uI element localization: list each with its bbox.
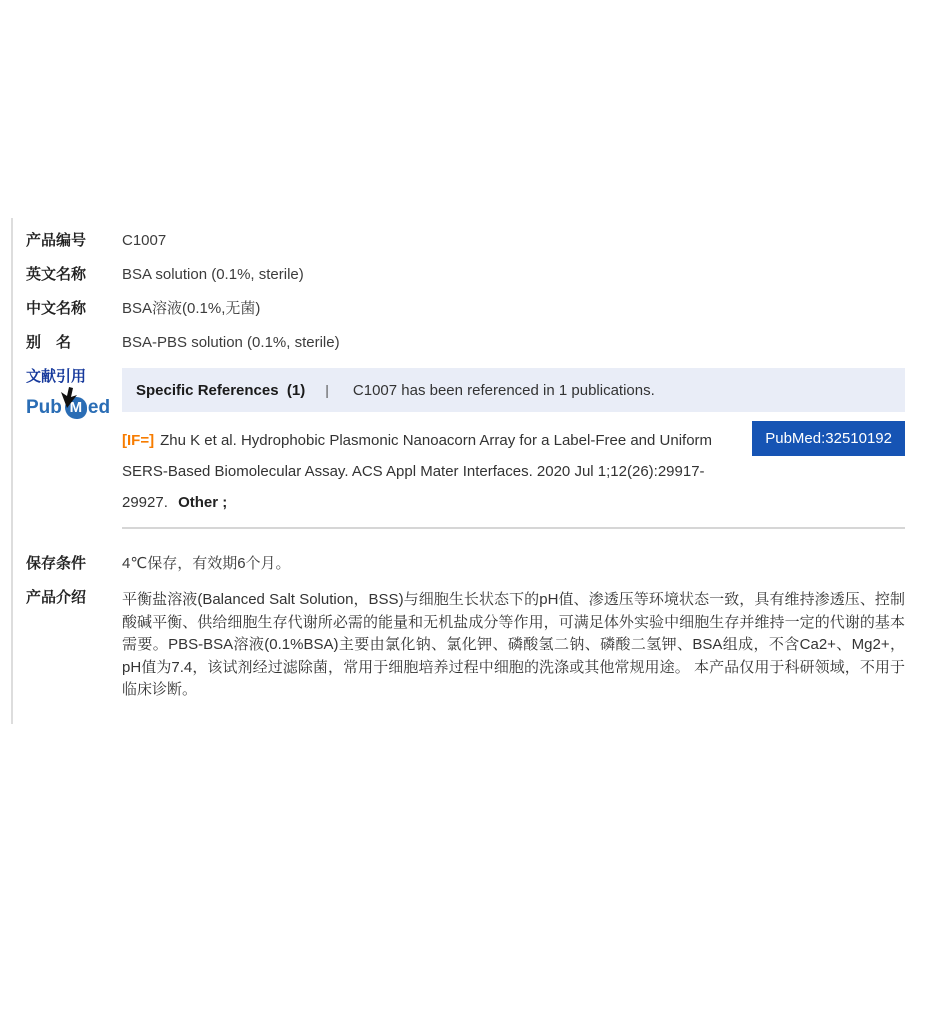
references-label: 文献引用	[26, 368, 87, 385]
chinese-name-label: 中文名称	[26, 300, 87, 317]
impact-factor-tag: [IF=]	[122, 432, 155, 449]
english-name-label: 英文名称	[26, 266, 87, 283]
alias-label: 别 名	[26, 334, 72, 351]
intro-row	[26, 589, 905, 702]
references-section	[26, 368, 905, 525]
english-name-row	[26, 266, 905, 284]
storage-value: 4℃保存，有效期6个月。	[122, 555, 291, 572]
pubmed-logo[interactable]	[26, 396, 110, 420]
product-code-row	[26, 232, 905, 250]
alias-value: BSA-PBS solution (0.1%, sterile)	[122, 334, 340, 351]
section-divider	[122, 527, 905, 529]
references-separator: |	[325, 382, 329, 398]
storage-row	[26, 555, 905, 573]
product-code-label: 产品编号	[26, 232, 87, 249]
pubmed-logo-m-badge: M	[65, 397, 87, 419]
english-name-value: BSA solution (0.1%, sterile)	[122, 266, 304, 283]
alias-row	[26, 334, 905, 352]
citation-category: Other ;	[178, 494, 228, 511]
intro-label: 产品介绍	[26, 589, 87, 606]
pubmed-logo-pub: Pub	[26, 397, 62, 418]
specific-references-title: Specific References (1)	[136, 381, 306, 399]
references-body	[122, 368, 905, 525]
citation-text	[122, 425, 739, 518]
intro-text: 平衡盐溶液(Balanced Salt Solution，BSS)与细胞生长状态下的pH值、渗透压等环境状态一致，具有维持渗透压、控制酸碱平衡、供给细胞生存代谢所必需的能量和无机盐成分等作用，可满足体外实验中细胞生存并维持一定的代谢的基本需要。PBS-BSA溶液(0.1%BSA)主要由氯化钠、氯化钾、磷酸氢二钠、磷酸二氢钾、BSA组成，不含Ca2+、Mg2+，pH值为7.4，该试剂经过滤除菌，常用于细胞培养过程中细胞的洗涤或其他常规用途。 本产品仅用于科研领域，不用于临床诊断。	[122, 591, 905, 698]
product-detail-panel	[11, 218, 905, 724]
pubmed-logo-ed: ed	[87, 397, 111, 418]
references-label-column	[26, 368, 122, 420]
references-summary: C1007 has been referenced in 1 publications.	[352, 381, 655, 399]
specific-references-bar	[122, 368, 905, 412]
product-code-value: C1007	[122, 232, 167, 249]
mouse-cursor-icon	[60, 387, 78, 416]
citation-body: Zhu K et al. Hydrophobic Plasmonic Nanoacorn Array for a Label-Free and Uniform SERS-Based Biomolecular Assay. ACS Appl Mater Interfaces. 2020 Jul 1;12(26):29917-29927.	[122, 432, 713, 511]
chinese-name-row	[26, 300, 905, 318]
storage-label: 保存条件	[26, 555, 87, 572]
pubmed-id-button[interactable]: PubMed:32510192	[752, 421, 905, 456]
chinese-name-value: BSA溶液(0.1%,无菌)	[122, 300, 261, 317]
citation-block	[122, 425, 905, 525]
